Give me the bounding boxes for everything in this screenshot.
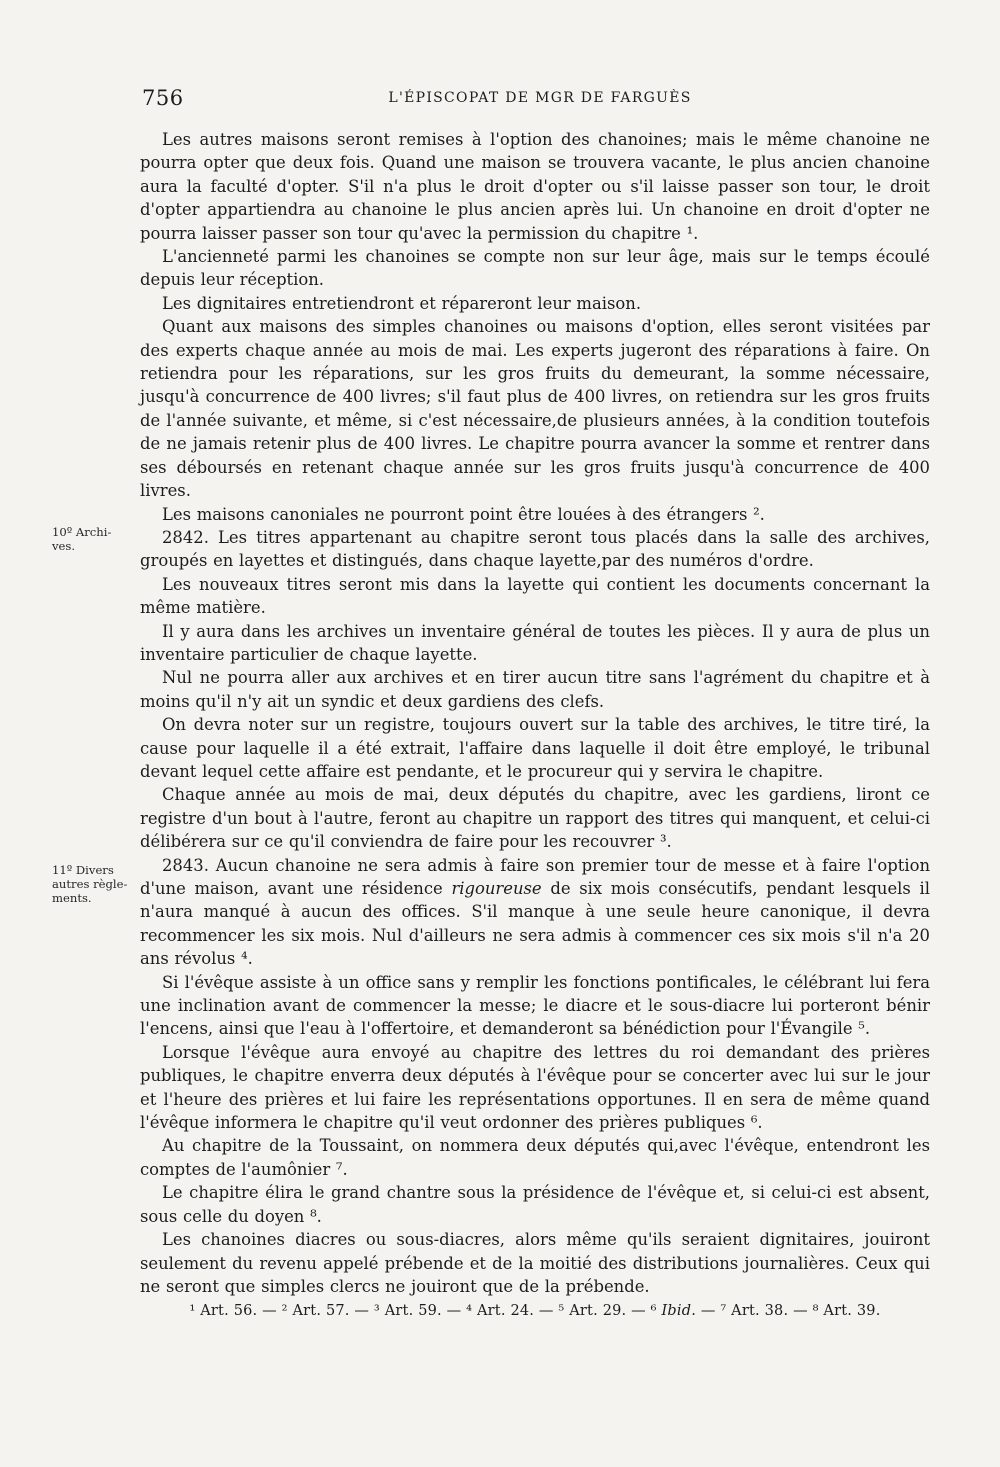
paragraph: Les dignitaires entretiendront et répareront leur maison. <box>162 293 642 313</box>
page-number: 756 <box>142 86 184 110</box>
paragraph: Si l'évêque assiste à un office sans y remplir les fonctions pontificales, le célébrant lui fera une inclination avant de commencer la messe; le diacre et le sous-diacre lui porteront bénir l'encens, ainsi que l'eau à l'offertoire, et demanderont sa bénédiction pour l'Évangile ⁵. <box>140 972 930 1039</box>
paragraph-2843-start: 2843. Aucun chanoine ne sera admis à faire son premier tour de messe et à faire l'option d'une maison, avant une résidence <box>140 855 930 898</box>
paragraph: Il y aura dans les archives un inventaire général de toutes les pièces. Il y aura de plus un inventaire particulier de chaque layette. <box>140 621 930 664</box>
paragraph-2842: 2842. Les titres appartenant au chapitre seront tous placés dans la salle des archives, groupés en layettes et distingués, dans chaque layette,par des numéros d'ordre. <box>140 527 930 571</box>
paragraph: On devra noter sur un registre, toujours ouvert sur la table des archives, le titre tiré, la cause pour laquelle il a été extrait, l'affaire dans laquelle il doit être employé, le tribunal devant lequel cette affaire est pendante, et le procureur qui y servira le chapitre. <box>140 715 930 781</box>
paragraph: Le chapitre élira le grand chantre sous la présidence de l'évêque et, si celui-ci est absent, sous celle du doyen ⁸. <box>140 1183 930 1226</box>
margin-note-divers-reglements: 11º Divers autres règle- ments. <box>52 863 128 905</box>
paragraph: Quant aux maisons des simples chanoines ou maisons d'option, elles seront visitées par des experts chaque année au mois de mai. Les experts jugeront des réparations à faire. On retiendra pour les réparations, sur les gros fruits du demeurant, la somme nécessaire, jusqu'à concurrence de 400 livres; s'il faut plus de 400 livres, on retiendra sur les gros fruits de l'année suivante, et même, si c'est nécessaire,de plusieurs années, à la condition toutefois de ne jamais retenir plus de 400 livres. Le chapitre pourra avancer la somme et rentrer dans ses déboursés en retenant chaque année sur les gros fruits jusqu'à concurrence de 400 livres. <box>140 317 930 501</box>
paragraph-2843-rest: de six mois consécutifs, pendant lesquels il n'aura manqué à aucun des offices. S'il manque à une seule heure canonique, il devra recommencer les six mois. Nul d'ailleurs ne sera admis à commencer ces six mois s'il n'a 20 ans révolus ⁴. <box>140 879 930 969</box>
footnotes-start: ¹ Art. 56. — ² Art. 57. — ³ Art. 59. — ⁴ Art. 24. — ⁵ Art. 29. — ⁶ <box>189 1303 662 1319</box>
paragraph-2843 <box>140 854 930 971</box>
paragraph: Chaque année au mois de mai, deux députés du chapitre, avec les gardiens, liront ce registre d'un bout à l'autre, feront au chapitre un rapport des titres qui manquent, et celui-ci délibérera sur ce qu'il conviendra de faire pour les recouvrer ³. <box>140 785 930 852</box>
paragraph: Les autres maisons seront remises à l'option des chanoines; mais le même chanoine ne pourra opter que deux fois. Quand une maison se trouvera vacante, le plus ancien chanoine aura la faculté d'opter. S'il n'a plus le droit d'opter ou s'il laisse passer son tour, le droit d'opter appartiendra au chanoine le plus ancien après lui. Un chanoine en droit d'opter ne pourra laisser passer son tour qu'avec la permission du chapitre ¹. <box>140 130 930 243</box>
main-text <box>140 128 930 1298</box>
paragraph: Les nouveaux titres seront mis dans la layette qui contient les documents concernant la même matière. <box>140 574 930 618</box>
paragraph: Lorsque l'évêque aura envoyé au chapitre des lettres du roi demandant des prières publiques, le chapitre enverra deux députés à l'évêque pour se concerter avec lui sur le jour et l'heure des prières et lui faire les représentations opportunes. Il en sera de même quand l'évêque informera le chapitre qu'il veut ordonner des prières publiques ⁶. <box>140 1042 930 1133</box>
running-title: L'ÉPISCOPAT DE MGR DE FARGUÈS <box>388 90 692 106</box>
paragraph: Au chapitre de la Toussaint, on nommera deux députés qui,avec l'évêque, entendront les comptes de l'aumônier ⁷. <box>140 1136 930 1179</box>
margin-note-archives: 10º Archi- ves. <box>52 525 112 553</box>
paragraph: Les chanoines diacres ou sous-diacres, alors même qu'ils seraient dignitaires, jouiront seulement du revenu appelé prébende et de la moitié des distributions journalières. Ceux qui ne seront que simples clercs ne jouiront que de la prébende. <box>140 1230 930 1296</box>
paragraph: Nul ne pourra aller aux archives et en tirer aucun titre sans l'agrément du chapitre et à moins qu'il n'y ait un syndic et deux gardiens des clefs. <box>140 668 930 711</box>
footnote-ibid: Ibid. <box>661 1303 697 1319</box>
italic-word: rigoureuse <box>451 879 542 898</box>
paragraph: L'ancienneté parmi les chanoines se compte non sur leur âge, mais sur le temps écoulé depuis leur réception. <box>140 247 930 290</box>
footnotes-end: — ⁷ Art. 38. — ⁸ Art. 39. <box>696 1303 881 1319</box>
footnotes <box>140 1303 930 1319</box>
page-header <box>140 86 940 116</box>
paragraph: Les maisons canoniales ne pourront point être louées à des étrangers ². <box>162 504 765 524</box>
